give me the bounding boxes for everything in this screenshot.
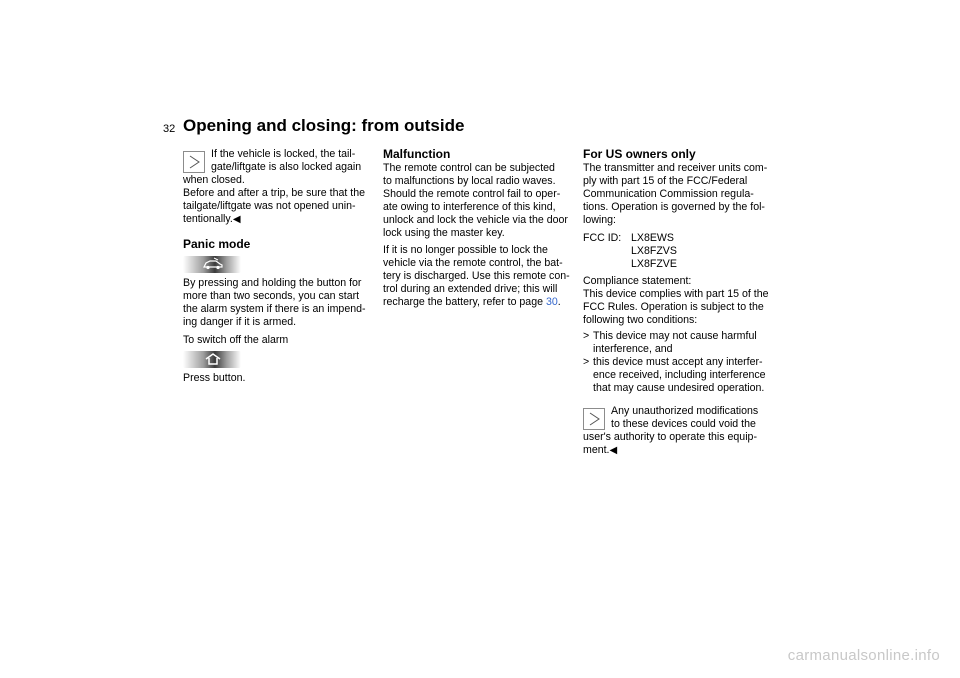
text-line: to malfunctions by local radio waves. — [383, 175, 556, 187]
bullet-marker: > — [583, 356, 590, 368]
fcc-id-value: LX8FZVE — [631, 258, 677, 270]
text-line: lock using the master key. — [383, 227, 505, 239]
house-icon — [183, 351, 241, 368]
watermark: carmanualsonline.info — [787, 647, 940, 664]
text-line: The transmitter and receiver units com- — [583, 162, 768, 174]
text-line: unlock and lock the vehicle via the door — [383, 214, 568, 226]
note-line: to these devices could void the — [611, 418, 756, 430]
fcc-intro — [583, 162, 783, 227]
note-line: tailgate/liftgate was not opened unin- — [183, 200, 356, 212]
fcc-id-label: FCC ID: — [583, 232, 622, 244]
note-line: Before and after a trip, be sure that the — [183, 187, 365, 199]
text-line: lowing: — [583, 214, 616, 226]
us-owners-heading: For US owners only — [583, 147, 696, 161]
note-line: Any unauthorized modifications — [611, 405, 759, 417]
press-button-text: Press button. — [183, 372, 246, 384]
text-line: ence received, including interference — [593, 369, 766, 381]
bullet-marker: > — [583, 330, 590, 342]
switch-off-text: To switch off the alarm — [183, 334, 289, 346]
list-item — [583, 330, 783, 356]
note-line: ment. — [583, 444, 610, 456]
compliance-statement — [583, 275, 783, 327]
column-3 — [583, 147, 783, 457]
note-line: user's authority to operate this equip- — [583, 431, 757, 443]
text-line: The remote control can be subjected — [383, 162, 555, 174]
note-line: when closed. — [183, 174, 245, 186]
fcc-id-value: LX8EWS — [631, 232, 674, 244]
text-line: If it is no longer possible to lock the — [383, 244, 548, 256]
panic-mode-heading: Panic mode — [183, 237, 251, 251]
text-line: recharge the battery, refer to page — [383, 296, 546, 308]
malfunction-para-2 — [383, 244, 579, 309]
page-number: 32 — [163, 123, 176, 135]
text-line: that may cause undesired operation. — [593, 382, 765, 394]
text-line: FCC Rules. Operation is subject to the — [583, 301, 764, 313]
text-line: more than two seconds, you can start — [183, 290, 360, 302]
note-icon — [183, 151, 205, 173]
text-line: This device complies with part 15 of the — [583, 288, 769, 300]
text-line: trol during an extended drive; this will — [383, 283, 558, 295]
fcc-id-table — [583, 232, 783, 271]
list-item — [583, 356, 783, 395]
text-line: ate owing to interference of this kind, — [383, 201, 556, 213]
text-line: By pressing and holding the button for — [183, 277, 362, 289]
text-line: This device may not cause harmful — [593, 330, 757, 342]
note-line: If the vehicle is locked, the tail- — [211, 148, 356, 160]
text-line: Compliance statement: — [583, 275, 692, 287]
column-2 — [383, 147, 579, 309]
period: . — [557, 296, 561, 308]
malfunction-para-1 — [383, 162, 579, 240]
text-line: Communication Commission regula- — [583, 188, 754, 200]
text-line: tions. Operation is governed by the fol- — [583, 201, 765, 213]
malfunction-heading: Malfunction — [383, 147, 451, 161]
text-line: ply with part 15 of the FCC/Federal — [583, 175, 748, 187]
page-reference-link[interactable]: 30 — [545, 296, 558, 308]
text-line: this device must accept any interfer- — [593, 356, 763, 368]
note-line: gate/liftgate is also locked again — [211, 161, 362, 173]
text-line: Should the remote control fail to oper- — [383, 188, 561, 200]
note-modifications — [583, 405, 783, 457]
note-line: tentionally. — [183, 213, 233, 225]
end-mark-icon: ◀ — [232, 214, 241, 225]
car-panic-icon — [183, 256, 241, 273]
text-line: vehicle via the remote control, the bat- — [383, 257, 563, 269]
text-line: following two conditions: — [583, 314, 698, 326]
end-mark-icon: ◀ — [609, 445, 618, 456]
text-line: the alarm system if there is an impend- — [183, 303, 366, 315]
fcc-id-value: LX8FZVS — [631, 245, 677, 257]
text-line: tery is discharged. Use this remote con- — [383, 270, 570, 282]
panic-text — [183, 277, 375, 329]
column-1 — [183, 148, 375, 385]
text-line: ing danger if it is armed. — [183, 316, 297, 328]
note-tailgate — [183, 148, 375, 226]
text-line: interference, and — [593, 343, 673, 355]
note-icon — [583, 408, 605, 430]
page-title: Opening and closing: from outside — [183, 116, 465, 135]
